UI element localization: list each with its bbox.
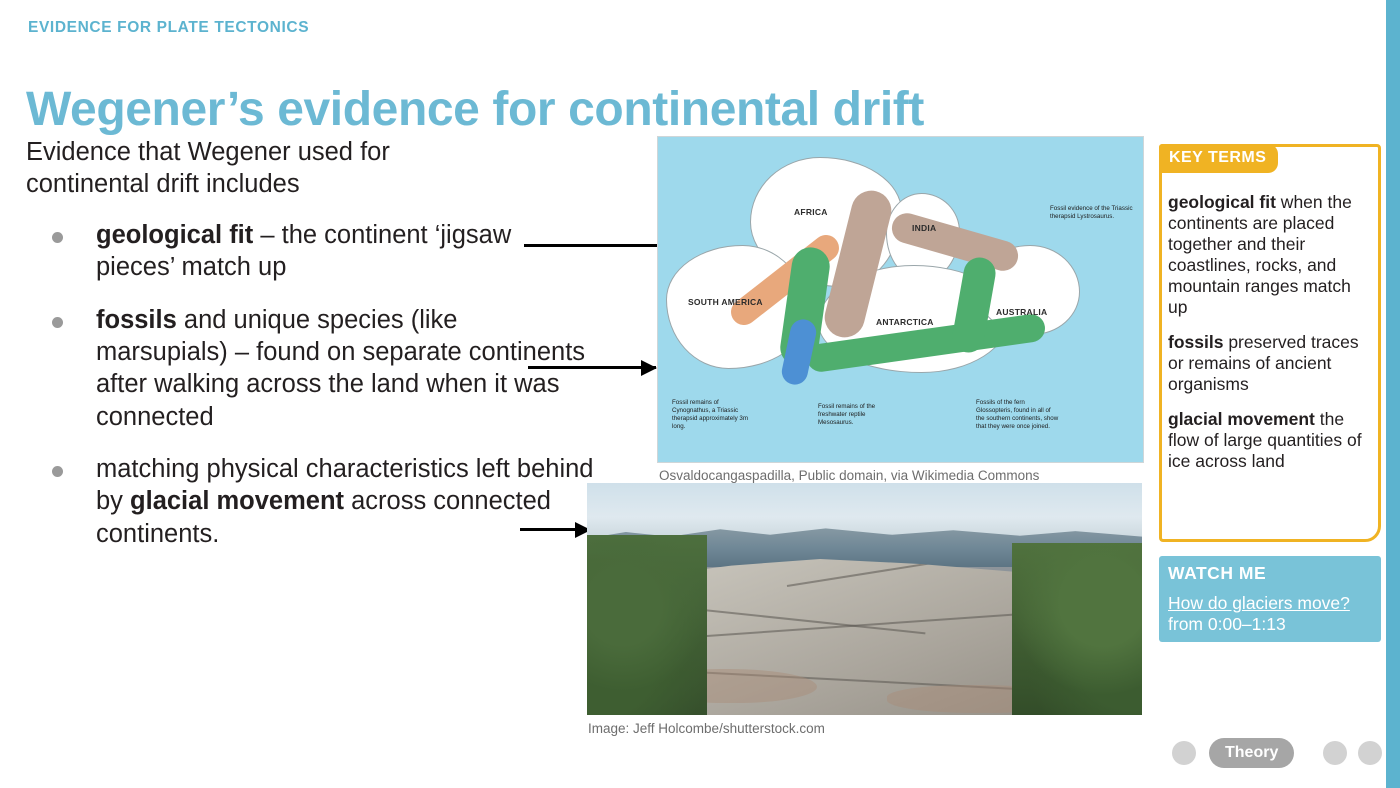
map-note-glossopteris: Fossils of the fern Glossopteris, found in all of the southern continents, show that they were once joined. — [976, 399, 1059, 430]
key-term-entry — [1168, 332, 1374, 395]
key-term-name: glacial movement — [1168, 409, 1315, 429]
watch-me-title: WATCH ME — [1168, 563, 1267, 583]
key-term-name: fossils — [1168, 332, 1224, 352]
bullet-text: – the continent ‘jigsaw pieces’ match up — [96, 220, 512, 282]
list-item — [26, 453, 596, 550]
bullet-text-tail: across connected continents. — [96, 487, 551, 548]
photo-trees-left — [587, 535, 707, 715]
key-term-entry — [1168, 192, 1374, 318]
bullet-dot-icon — [52, 317, 63, 328]
watch-me-body — [1168, 593, 1374, 636]
bullet-dot-icon — [52, 232, 63, 243]
pangaea-map-figure — [657, 136, 1144, 463]
map-note-cynognathus: Fossil remains of Cynognathus, a Triassic therapsid approximately 3m long. — [672, 399, 749, 430]
list-item — [26, 219, 596, 284]
map-label-india: INDIA — [912, 223, 937, 233]
arrow-to-photo-icon — [520, 528, 590, 531]
eyebrow-label: EVIDENCE FOR PLATE TECTONICS — [28, 19, 310, 36]
key-term-name: geological fit — [1168, 192, 1276, 212]
key-term-definition: the flow of large quantities of ice across land — [1168, 409, 1362, 471]
body-column — [26, 136, 626, 570]
pager-dot-1[interactable] — [1172, 741, 1196, 765]
bullet-inline-term: glacial movement — [130, 487, 345, 516]
key-term-entry — [1168, 409, 1374, 472]
photo-figure-caption: Image: Jeff Holcombe/shutterstock.com — [588, 721, 825, 736]
bullet-lead-term: geological fit — [96, 220, 254, 249]
watch-me-video-link[interactable]: How do glaciers move? — [1168, 593, 1350, 613]
pager-dot-4[interactable] — [1358, 741, 1382, 765]
pager-dot-3[interactable] — [1323, 741, 1347, 765]
glacial-rock-photo — [587, 483, 1142, 715]
map-label-antarctica: ANTARCTICA — [876, 317, 934, 327]
map-note-lystrosaurus: Fossil evidence of the Triassic therapsid Lystrosaurus. — [1050, 205, 1133, 220]
map-note-mesosaurus: Fossil remains of the freshwater reptile Mesosaurus. — [818, 403, 876, 426]
evidence-list — [26, 219, 626, 550]
list-item — [26, 304, 596, 434]
bullet-text: matching physical characteristics left behind by — [96, 455, 594, 516]
pager-current-section[interactable]: Theory — [1209, 738, 1294, 768]
key-term-definition: preserved traces or remains of ancient organisms — [1168, 332, 1359, 394]
watch-me-timecode: from 0:00–1:13 — [1168, 614, 1286, 635]
key-terms-tab-label: KEY TERMS — [1159, 144, 1278, 173]
bullet-text: and unique species (like marsupials) – found on separate continents after walking across the land when it was connected — [96, 305, 586, 431]
key-term-definition: when the continents are placed together and their coastlines, rocks, and mountain ranges match up — [1168, 192, 1352, 317]
bullet-dot-icon — [52, 466, 63, 477]
map-label-australia: AUSTRALIA — [996, 307, 1048, 317]
arrow-to-fossils-icon — [528, 366, 656, 369]
photo-trees-right — [1012, 543, 1142, 715]
bullet-lead-term: fossils — [96, 305, 177, 334]
intro-paragraph: Evidence that Wegener used for continental drift includes — [26, 138, 390, 199]
page-title: Wegener’s evidence for continental drift — [26, 83, 924, 137]
map-label-africa: AFRICA — [794, 207, 828, 217]
key-terms-list — [1168, 192, 1374, 486]
map-label-south-america: SOUTH AMERICA — [688, 297, 763, 307]
right-edge-accent-bar — [1386, 0, 1400, 788]
map-figure-caption: Osvaldocangaspadilla, Public domain, via Wikimedia Commons — [659, 468, 1040, 483]
